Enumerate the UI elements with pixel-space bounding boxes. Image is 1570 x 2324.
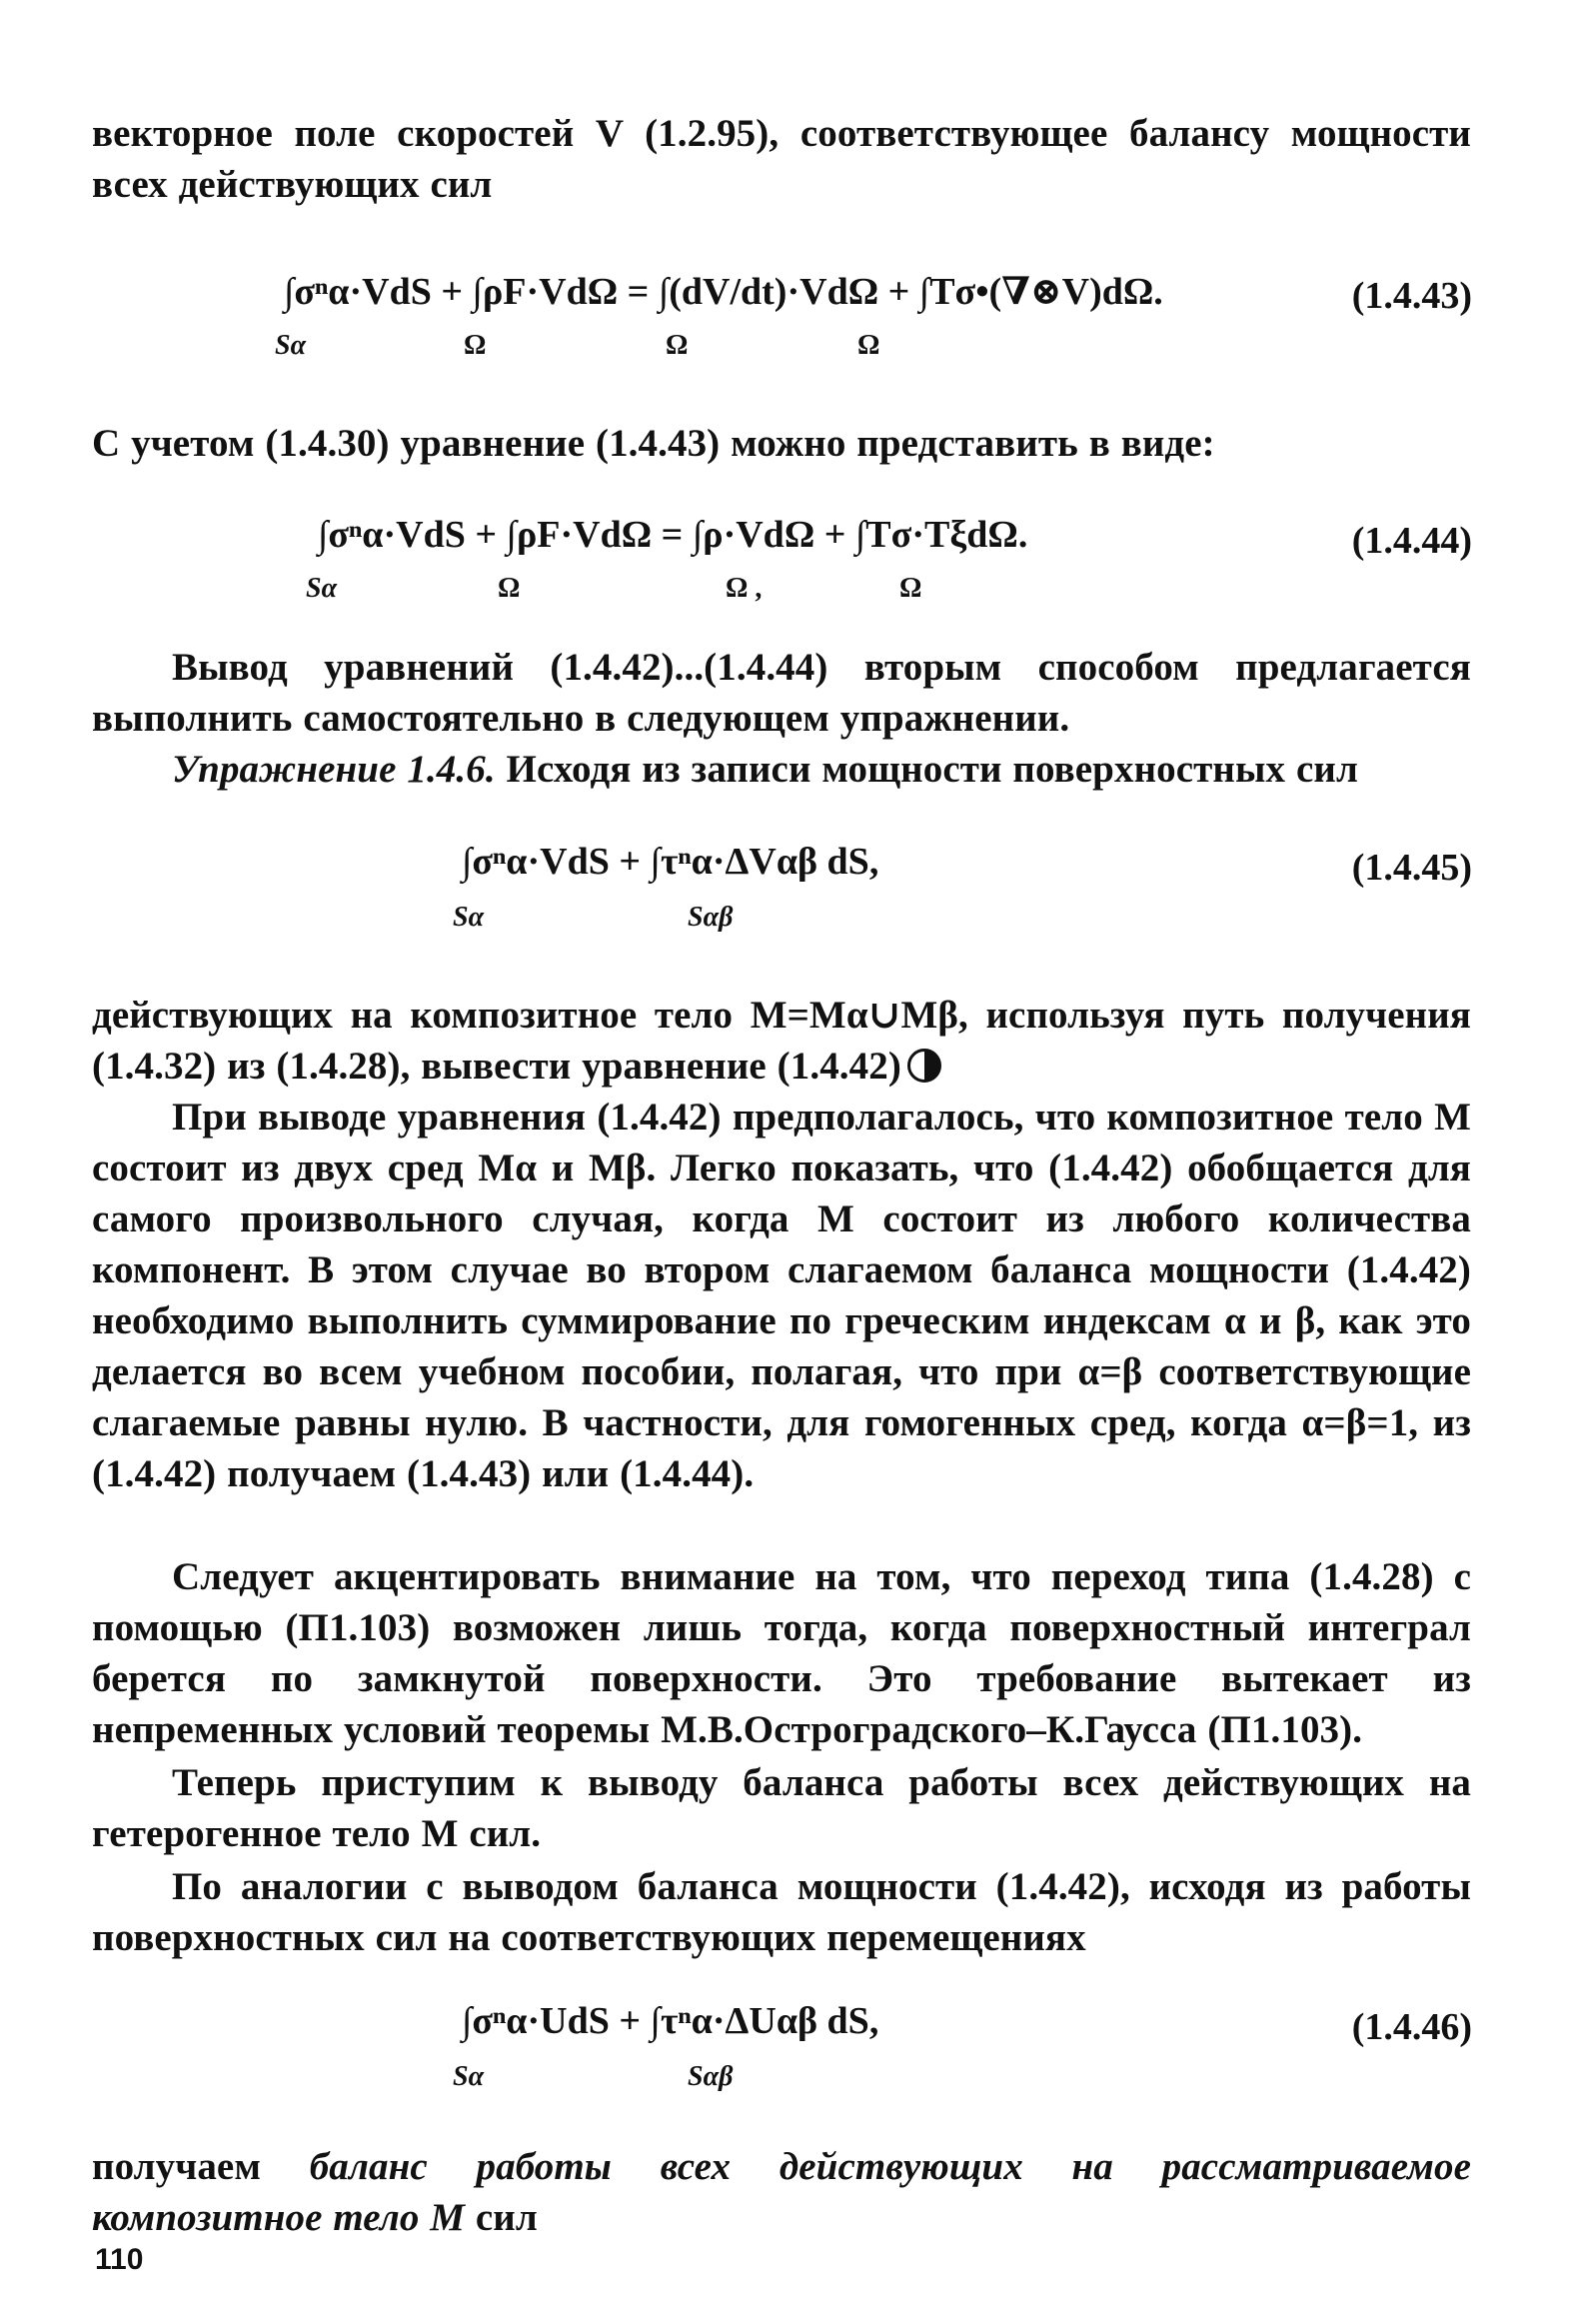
equation-subscript: Sα xyxy=(306,573,338,604)
paragraph-text: векторное поле скоростей V (1.2.95), соответствующее балансу мощности всех действующих сил xyxy=(92,112,1471,206)
exercise-label: Упражнение 1.4.6. xyxy=(172,748,496,791)
exercise-end-icon xyxy=(907,1049,941,1083)
paragraph-with-account xyxy=(92,418,1471,469)
equation-subscript: Ω xyxy=(857,330,880,361)
paragraph-text: получаем xyxy=(92,2145,310,2188)
paragraph-text: действующих на композитное тело M=Mα∪Mβ, используя путь получения (1.4.32) из (1.4.28), вывести уравнение (1.4.42) xyxy=(92,994,1471,1088)
paragraph-derivation-assumption xyxy=(92,1092,1471,1499)
paragraph-text: Теперь приступим к выводу баланса работы всех действующих на гетерогенное тело M сил. xyxy=(92,1761,1471,1855)
equation-subscript: Ω xyxy=(498,573,521,604)
equation-subscript: Sα xyxy=(453,902,485,933)
equation-1-4-43 xyxy=(0,268,1570,388)
equation-subscript: Ω xyxy=(666,330,689,361)
equation-number: (1.4.43) xyxy=(1351,275,1472,317)
paragraph-text: Вывод уравнений (1.4.42)...(1.4.44) вторым способом предлагается выполнить самостоятельно в следующем упражнении. xyxy=(92,646,1471,740)
equation-number: (1.4.46) xyxy=(1351,2006,1472,2048)
paragraph-derivation-second-way xyxy=(92,642,1471,744)
equation-subscript: Ω , xyxy=(726,573,763,604)
equation-body: ∫σⁿα·VdS + ∫ρF·VdΩ = ∫(dV/dt)·VdΩ + ∫Tσ•(∇⊗V)dΩ. xyxy=(284,271,1163,313)
equation-subscript: Ω xyxy=(899,573,922,604)
paragraph-text: При выводе уравнения (1.4.42) предполагалось, что композитное тело M состоит из двух сред Mα и Mβ. Легко показать, что (1.4.42) обобщается для самого произвольного случая, когда M состоит из любого количества компонент. В этом случае во втором слагаемом баланса мощности (1.4.42) необходимо выполнить суммирование по греческим индексам α и β, как это делается во всем учебном пособии, полагая, что при α=β соответствующие слагаемые равны нулю. В частности, для гомогенных сред, когда α=β=1, из (1.4.42) получаем (1.4.43) или (1.4.44). xyxy=(92,1096,1471,1495)
equation-body: ∫σⁿα·UdS + ∫τⁿα·ΔUαβ dS, xyxy=(462,2000,879,2042)
equation-subscript: Sα xyxy=(453,2061,485,2092)
page-number: 110 xyxy=(95,2243,144,2276)
paragraph-text: С учетом (1.4.30) уравнение (1.4.43) можно представить в виде: xyxy=(92,422,1215,465)
equation-body: ∫σⁿα·VdS + ∫ρF·VdΩ = ∫ρ·VdΩ + ∫Tσ·TξdΩ. xyxy=(318,514,1028,556)
paragraph-text: Следует акцентировать внимание на том, что переход типа (1.4.28) с помощью (П1.103) возможен лишь тогда, когда поверхностный интеграл берется по замкнутой поверхности. Это требование вытекает из непременных условий теоремы М.В.Остроградского–К.Гаусса (П1.103). xyxy=(92,1555,1471,1751)
paragraph-text: сил xyxy=(465,2196,538,2239)
emphasized-text: баланс работы всех действующих на рассматриваемое композитное тело M xyxy=(92,2145,1471,2239)
equation-subscript: Sαβ xyxy=(688,2061,734,2092)
equation-subscript: Ω xyxy=(464,330,487,361)
equation-1-4-46 xyxy=(0,1999,1570,2119)
equation-subscript: Sαβ xyxy=(688,902,734,933)
paragraph-velocity-field xyxy=(92,108,1471,210)
equation-number: (1.4.44) xyxy=(1351,520,1472,562)
equation-number: (1.4.45) xyxy=(1351,847,1472,889)
paragraph-gauss-theorem xyxy=(92,1551,1471,1755)
paragraph-work-balance-intro xyxy=(92,1757,1471,1859)
equation-1-4-45 xyxy=(0,840,1570,960)
paragraph-text: По аналогии с выводом баланса мощности (1.4.42), исходя из работы поверхностных сил на соответствующих перемещениях xyxy=(92,1865,1471,1959)
equation-body: ∫σⁿα·VdS + ∫τⁿα·ΔVαβ dS, xyxy=(462,841,879,883)
paragraph-text: Исходя из записи мощности поверхностных сил xyxy=(495,748,1358,791)
paragraph-work-balance-result xyxy=(92,2141,1471,2243)
paragraph-exercise xyxy=(92,744,1471,795)
equation-subscript: Sα xyxy=(275,330,307,361)
equation-1-4-44 xyxy=(0,513,1570,633)
paragraph-composite-body xyxy=(92,990,1471,1092)
paragraph-by-analogy xyxy=(92,1861,1471,1963)
